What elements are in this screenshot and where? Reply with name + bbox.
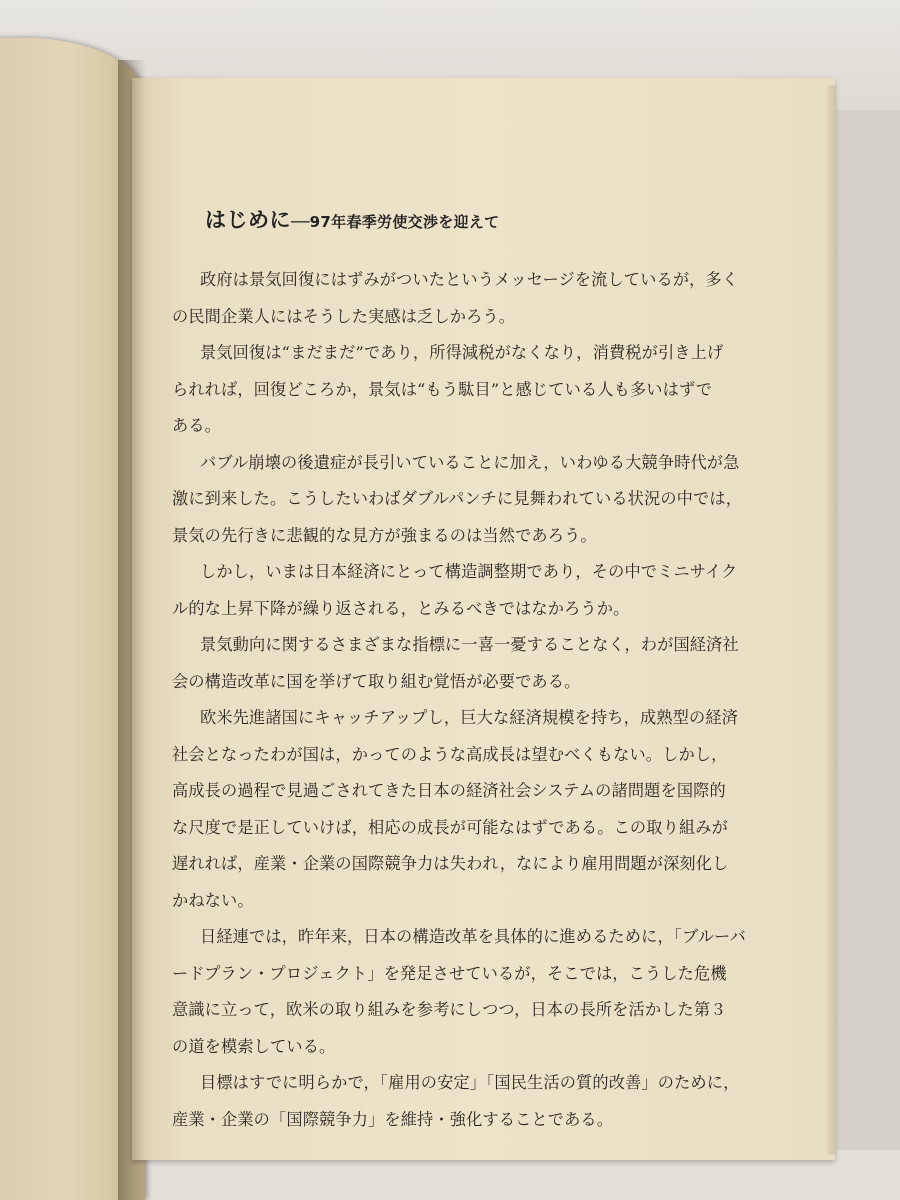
gutter-shadow	[118, 60, 146, 1200]
paragraph	[172, 919, 772, 1065]
text-line: 高成長の過程で見過ごされてきた日本の経済社会システムの諸問題を国際的	[172, 781, 726, 800]
heading-title: はじめに	[205, 208, 291, 232]
text-line: られれば，回復どころか，景気は“もう駄目”と感じている人も多いはずで	[172, 379, 713, 399]
paragraph	[172, 627, 772, 700]
body-text	[172, 262, 772, 1138]
text-line: 欧米先進諸国にキャッチアップし，巨大な経済規模を持ち，成熟型の経済	[200, 708, 739, 727]
paragraph	[172, 700, 772, 919]
paragraph	[172, 262, 772, 335]
text-line: ル的な上昇下降が繰り返される，とみるべきではなかろうか。	[172, 598, 630, 618]
text-line: 景気の先行きに悲観的な見方が強まるのは当然であろう。	[172, 525, 597, 545]
text-line: の道を模索している。	[172, 1036, 336, 1056]
text-line: 日経連では，昨年来，日本の構造改革を具体的に進めるために，「ブルーバ	[200, 927, 746, 946]
text-line: かねない。	[172, 890, 254, 910]
text-line: 会の構造改革に国を挙げて取り組む覚悟が必要である。	[172, 671, 581, 691]
text-line: 政府は景気回復にはずみがついたというメッセージを流しているが，多く	[200, 270, 739, 289]
paragraph	[172, 335, 772, 445]
text-line: 目標はすでに明らかで，「雇用の安定」「国民生活の質的改善」のために，	[200, 1073, 740, 1092]
text-line: 社会となったわが国は，かってのような高成長は望むべくもない。しかし，	[172, 744, 728, 764]
text-line: 激に到来した。こうしたいわばダブルパンチに見舞われている状況の中では，	[172, 489, 743, 508]
text-line: 景気動向に関するさまざまな指標に一喜一憂することなく，わが国経済社	[200, 635, 739, 654]
text-line: 遅れれば，産業・企業の国際競争力は失われ，なにより雇用問題が深刻化し	[172, 854, 729, 873]
paragraph	[172, 445, 772, 555]
text-line: 産業・企業の「国際競争力」を維持・強化することである。	[172, 1109, 614, 1129]
paragraph	[172, 554, 772, 627]
heading-dash: ──	[291, 213, 310, 231]
text-line: バブル崩壊の後遺症が長引いていることに加え，いわゆる大競争時代が急	[200, 452, 740, 472]
section-heading	[205, 204, 499, 234]
text-line: 意識に立って，欧米の取り組みを参考にしつつ，日本の長所を活かした第３	[172, 1000, 727, 1019]
page-edge	[826, 85, 836, 1155]
text-line: しかし，いまは日本経済にとって構造調整期であり，その中でミニサイク	[200, 562, 738, 581]
text-line: ードプラン・プロジェクト」を発足させているが，そこでは，こうした危機	[172, 963, 727, 983]
heading-subtitle: 97年春季労使交渉を迎えて	[309, 213, 500, 231]
text-line: ある。	[172, 416, 222, 435]
text-line: な尺度で是正していけば，相応の成長が可能なはずである。この取り組みが	[172, 817, 728, 837]
text-line: 景気回復は“まだまだ”であり，所得減税がなくなり，消費税が引き上げ	[200, 343, 724, 362]
paragraph	[172, 1065, 772, 1138]
text-line: の民間企業人にはそうした実感は乏しかろう。	[172, 306, 516, 326]
